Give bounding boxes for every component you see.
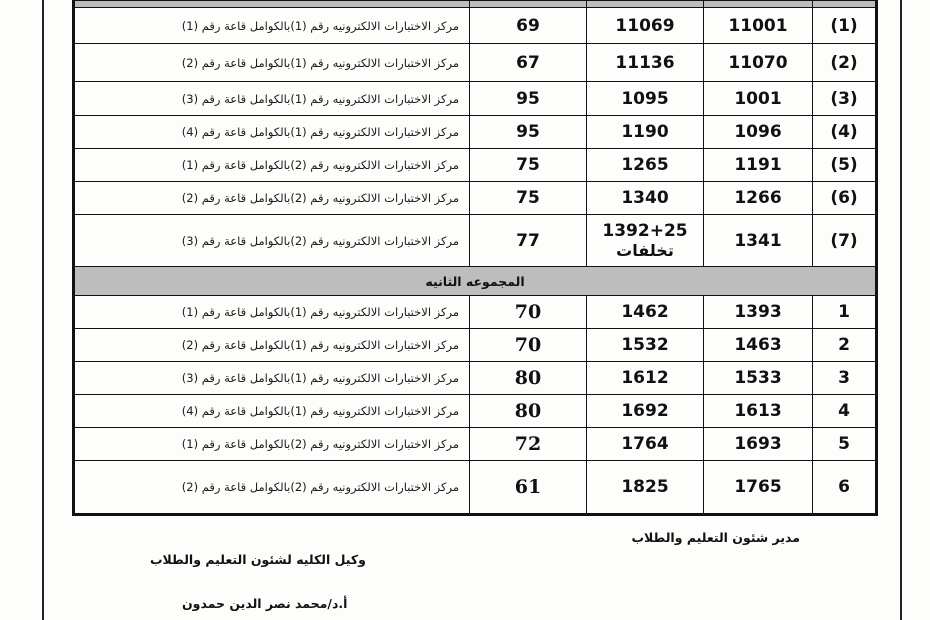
- count-cell-text: 61: [514, 476, 542, 498]
- table-row: [74, 428, 877, 461]
- table-row: [74, 149, 877, 182]
- table-row: [74, 116, 877, 149]
- from-number-cell: [704, 182, 813, 215]
- location-cell: [74, 329, 470, 362]
- location-cell-text: مركز الاختبارات الالكترونيه رقم (2)بالكوامل قاعة رقم (3): [181, 233, 459, 248]
- row-index-cell: [813, 461, 877, 515]
- count-cell-text: 75: [516, 188, 540, 208]
- seating-table: [72, 0, 878, 516]
- row-index-cell-text: (1): [830, 15, 858, 36]
- to-number-cell: [587, 329, 704, 362]
- count-cell-text: 69: [516, 15, 540, 36]
- location-cell: [74, 395, 470, 428]
- from-number-cell: [704, 329, 813, 362]
- group-header-row: [74, 267, 877, 296]
- to-number-cell-text: 11069: [615, 15, 675, 36]
- row-index-cell: [813, 215, 877, 267]
- from-number-cell-text: 1341: [734, 230, 782, 251]
- count-cell-text: 80: [514, 367, 542, 389]
- from-number-cell: [704, 296, 813, 329]
- to-number-cell-text: 1692: [621, 401, 669, 421]
- row-index-cell-text: 5: [838, 434, 850, 454]
- page-border-right: [900, 0, 902, 620]
- absentees-note: تخلفات: [616, 240, 674, 260]
- table-row: [74, 44, 877, 82]
- count-cell-text: 72: [514, 433, 542, 455]
- to-number-cell: [587, 296, 704, 329]
- to-number-cell: [587, 182, 704, 215]
- row-index-cell: [813, 44, 877, 82]
- location-cell-text: مركز الاختبارات الالكترونيه رقم (2)بالكوامل قاعة رقم (1): [181, 158, 459, 172]
- count-cell-text: 70: [514, 301, 542, 323]
- location-cell-text: مركز الاختبارات الالكترونيه رقم (1)بالكوامل قاعة رقم (3): [181, 91, 459, 106]
- count-cell: [470, 149, 587, 182]
- location-cell: [74, 44, 470, 82]
- from-number-cell-text: 1613: [734, 401, 782, 421]
- count-cell-text: 95: [516, 122, 540, 142]
- row-index-cell-text: 1: [838, 302, 850, 322]
- location-cell: [74, 8, 470, 44]
- location-cell-text: مركز الاختبارات الالكترونيه رقم (2)بالكوامل قاعة رقم (2): [181, 191, 459, 205]
- row-index-cell: [813, 182, 877, 215]
- to-number-cell-text: 1392+25: [602, 220, 688, 241]
- to-number-cell: [587, 215, 704, 267]
- row-index-cell-text: (3): [830, 88, 858, 109]
- from-number-cell: [704, 395, 813, 428]
- location-cell-text: مركز الاختبارات الالكترونيه رقم (1)بالكوامل قاعة رقم (2): [181, 55, 459, 70]
- from-number-cell: [704, 116, 813, 149]
- table-row: [74, 362, 877, 395]
- to-number-cell-text: 1190: [621, 122, 669, 142]
- from-number-cell-text: 1693: [734, 434, 782, 454]
- location-cell: [74, 149, 470, 182]
- from-number-cell-text: 1393: [734, 302, 782, 322]
- location-cell-text: مركز الاختبارات الالكترونيه رقم (1)بالكوامل قاعة رقم (4): [181, 404, 459, 418]
- from-number-cell-text: 1001: [734, 88, 782, 109]
- location-cell-text: مركز الاختبارات الالكترونيه رقم (1)بالكوامل قاعة رقم (4): [181, 125, 459, 139]
- row-index-cell: [813, 82, 877, 116]
- to-number-cell: [587, 149, 704, 182]
- count-cell: [470, 296, 587, 329]
- count-cell-text: 95: [516, 88, 540, 109]
- to-number-cell: [587, 461, 704, 515]
- table-row: [74, 182, 877, 215]
- location-cell: [74, 82, 470, 116]
- location-cell: [74, 215, 470, 267]
- to-number-cell: [587, 395, 704, 428]
- to-number-cell-text: 1340: [621, 188, 669, 208]
- row-index-cell: [813, 149, 877, 182]
- row-index-cell: [813, 116, 877, 149]
- count-cell: [470, 428, 587, 461]
- table-row: [74, 8, 877, 44]
- count-cell-text: 75: [516, 155, 540, 175]
- location-cell-text: مركز الاختبارات الالكترونيه رقم (1)بالكوامل قاعة رقم (2): [181, 338, 459, 352]
- vice-dean-name: أ.د/محمد نصر الدين حمدون: [182, 596, 348, 611]
- location-cell-text: مركز الاختبارات الالكترونيه رقم (1)بالكوامل قاعة رقم (1): [181, 18, 459, 33]
- to-number-cell-text: 1265: [621, 155, 669, 175]
- from-number-cell-text: 1096: [734, 122, 782, 142]
- row-index-cell-text: (4): [830, 122, 858, 142]
- from-number-cell-text: 1191: [734, 155, 782, 175]
- from-number-cell-text: 1266: [734, 188, 782, 208]
- row-index-cell: [813, 296, 877, 329]
- from-number-cell-text: 1533: [734, 368, 782, 388]
- to-number-cell-text: 1462: [621, 302, 669, 322]
- row-index-cell-text: (7): [830, 230, 858, 251]
- count-cell-text: 70: [514, 334, 542, 356]
- count-cell-text: 77: [516, 230, 540, 251]
- table-row: [74, 461, 877, 515]
- from-number-cell: [704, 461, 813, 515]
- row-index-cell-text: (2): [830, 52, 858, 73]
- row-index-cell-text: (6): [830, 188, 858, 208]
- row-index-cell: [813, 329, 877, 362]
- count-cell: [470, 461, 587, 515]
- to-number-cell: [587, 8, 704, 44]
- location-cell-text: مركز الاختبارات الالكترونيه رقم (2)بالكوامل قاعة رقم (2): [181, 480, 459, 494]
- table-row: [74, 215, 877, 267]
- to-number-cell: [587, 428, 704, 461]
- count-cell: [470, 215, 587, 267]
- count-cell: [470, 44, 587, 82]
- count-cell: [470, 362, 587, 395]
- to-number-cell-text: 11136: [615, 52, 675, 73]
- from-number-cell-text: 1463: [734, 335, 782, 355]
- row-index-cell-text: 4: [838, 401, 850, 421]
- table-header-strip: [74, 1, 877, 8]
- table-row: [74, 82, 877, 116]
- to-number-cell: [587, 116, 704, 149]
- from-number-cell: [704, 8, 813, 44]
- from-number-cell: [704, 149, 813, 182]
- group-title: المجموعه الثانيه: [74, 267, 877, 296]
- from-number-cell: [704, 428, 813, 461]
- row-index-cell: [813, 395, 877, 428]
- count-cell-text: 67: [516, 52, 540, 73]
- from-number-cell-text: 11001: [728, 15, 788, 36]
- director-signature-title: مدير شئون التعليم والطلاب: [631, 530, 800, 545]
- to-number-cell-text: 1532: [621, 335, 669, 355]
- row-index-cell: [813, 428, 877, 461]
- location-cell: [74, 182, 470, 215]
- location-cell-text: مركز الاختبارات الالكترونيه رقم (1)بالكوامل قاعة رقم (3): [181, 371, 459, 385]
- from-number-cell: [704, 82, 813, 116]
- location-cell: [74, 116, 470, 149]
- table-row: [74, 329, 877, 362]
- vice-dean-signature-title: وكيل الكليه لشئون التعليم والطلاب: [150, 552, 366, 567]
- to-number-cell-text: 1764: [621, 434, 669, 454]
- count-cell-text: 80: [514, 400, 542, 422]
- location-cell: [74, 296, 470, 329]
- to-number-cell-text: 1612: [621, 368, 669, 388]
- location-cell: [74, 428, 470, 461]
- count-cell: [470, 82, 587, 116]
- to-number-cell-text: 1095: [621, 88, 669, 109]
- table-row: [74, 395, 877, 428]
- count-cell: [470, 116, 587, 149]
- location-cell: [74, 461, 470, 515]
- row-index-cell-text: 6: [838, 477, 850, 497]
- count-cell: [470, 8, 587, 44]
- row-index-cell: [813, 362, 877, 395]
- row-index-cell: [813, 8, 877, 44]
- to-number-cell: [587, 44, 704, 82]
- from-number-cell: [704, 215, 813, 267]
- from-number-cell: [704, 44, 813, 82]
- from-number-cell: [704, 362, 813, 395]
- count-cell: [470, 329, 587, 362]
- page-border-left: [42, 0, 44, 620]
- location-cell-text: مركز الاختبارات الالكترونيه رقم (2)بالكوامل قاعة رقم (1): [181, 437, 459, 451]
- from-number-cell-text: 1765: [734, 477, 782, 497]
- table-row: [74, 296, 877, 329]
- to-number-cell: [587, 82, 704, 116]
- row-index-cell-text: 2: [838, 335, 850, 355]
- location-cell: [74, 362, 470, 395]
- to-number-cell: [587, 362, 704, 395]
- location-cell-text: مركز الاختبارات الالكترونيه رقم (1)بالكوامل قاعة رقم (1): [181, 305, 459, 319]
- count-cell: [470, 395, 587, 428]
- to-number-cell-text: 1825: [621, 477, 669, 497]
- count-cell: [470, 182, 587, 215]
- row-index-cell-text: 3: [838, 368, 850, 388]
- from-number-cell-text: 11070: [728, 52, 788, 73]
- row-index-cell-text: (5): [830, 155, 858, 175]
